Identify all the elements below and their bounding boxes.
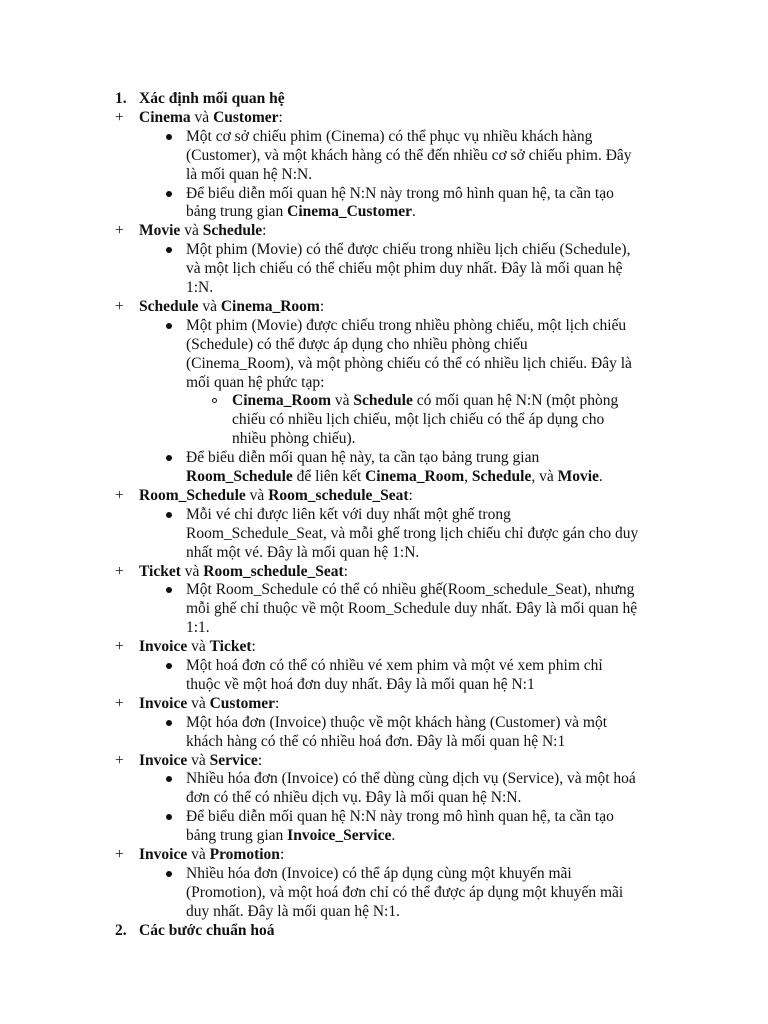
bullet-disc-icon xyxy=(166,191,172,197)
bold-text: Schedule xyxy=(202,222,263,240)
text-line xyxy=(139,89,285,108)
bold-text: Ticket xyxy=(139,562,181,580)
bullet-disc-icon xyxy=(166,776,172,782)
text-span: : xyxy=(319,297,325,315)
text-span: . xyxy=(412,203,416,221)
bold-text: Cinema xyxy=(139,108,191,126)
text-span: và xyxy=(180,562,204,580)
bullet-disc-icon xyxy=(166,871,172,877)
text-span: (Schedule) có thể được áp dụng cho nhiều phòng chiếu xyxy=(186,335,528,353)
text-span: và xyxy=(198,297,221,315)
text-span: và xyxy=(187,751,210,769)
bold-text: Ticket xyxy=(209,638,252,656)
bold-text: Customer xyxy=(209,694,276,712)
bold-text: Invoice xyxy=(139,751,188,769)
text-line xyxy=(139,694,279,713)
text-span: Để biểu diễn mối quan hệ N:N này trong mô hình quan hệ, ta cần tạo xyxy=(186,184,614,202)
text-span: là mối quan hệ N:N. xyxy=(186,165,313,183)
bold-text: Invoice xyxy=(139,846,188,863)
bold-text: Movie xyxy=(139,222,181,240)
text-span: khách hàng có thể có nhiều hoá đơn. Đây là mối quan hệ N:1 xyxy=(186,732,566,750)
text-line xyxy=(139,845,284,864)
text-line xyxy=(186,278,213,297)
bold-text: Invoice xyxy=(139,638,188,656)
bullet-disc-icon xyxy=(166,512,172,518)
bullet-disc-icon xyxy=(166,587,172,593)
text-line xyxy=(186,543,419,562)
text-span: (Promotion), và một hoá đơn chỉ có thể được áp dụng một khuyến mãi xyxy=(186,883,624,901)
text-line xyxy=(186,580,634,599)
text-span: : xyxy=(251,638,256,656)
text-span: thuộc về một hoá đơn duy nhất. Đây là mối quan hệ N:1 xyxy=(186,675,535,693)
text-span: chiếu có nhiều lịch chiếu, một lịch chiếu có thể áp dụng cho xyxy=(232,411,605,429)
text-span: (Cinema_Room), và một phòng chiếu có thể có nhiều lịch chiếu. Đây là xyxy=(186,354,632,372)
text-span: Một hoá đơn có thể có nhiều vé xem phim và một vé xem phim chỉ xyxy=(186,657,603,674)
text-line xyxy=(186,656,603,675)
text-line xyxy=(186,240,630,259)
text-span: Nhiều hóa đơn (Invoice) có thể áp dụng cùng một khuyến mãi xyxy=(186,864,572,882)
bullet-disc-icon xyxy=(166,247,172,253)
text-span: : xyxy=(275,694,280,712)
text-span: : xyxy=(408,486,413,504)
text-line xyxy=(186,467,603,486)
text-span: : xyxy=(278,108,283,126)
text-line xyxy=(232,410,604,429)
bold-text: Invoice xyxy=(139,694,188,712)
text-span: Một phim (Movie) có thể được chiếu trong nhiều lịch chiếu (Schedule), xyxy=(186,241,631,259)
text-line xyxy=(186,448,539,467)
list-marker-plus: + xyxy=(115,562,124,580)
text-span: (Customer), và một khách hàng có thể đến nhiều cơ sở chiếu phim. Đây xyxy=(186,146,632,164)
text-line xyxy=(186,165,312,184)
text-line xyxy=(186,732,565,751)
text-span: : xyxy=(343,562,348,580)
text-span: Room_Schedule_Seat, và mỗi ghế trong lịch chiếu chỉ được gán cho duy xyxy=(186,524,639,542)
list-marker-plus: + xyxy=(115,222,124,240)
bold-text: Các bước chuẩn hoá xyxy=(139,921,275,939)
text-line xyxy=(186,807,614,826)
text-span: duy nhất. Đây là mối quan hệ N:1. xyxy=(186,902,400,920)
bold-text: Room_Schedule xyxy=(139,486,246,504)
text-line xyxy=(186,769,636,788)
list-number: 1. xyxy=(115,90,127,107)
text-span: Mỗi vé chỉ được liên kết với duy nhất một ghế trong xyxy=(186,505,511,523)
text-line xyxy=(139,486,413,505)
text-line xyxy=(186,316,626,335)
list-marker-plus: + xyxy=(115,694,124,712)
text-span: bảng trung gian xyxy=(186,203,288,221)
text-line xyxy=(232,429,356,448)
text-line xyxy=(186,335,528,354)
text-line xyxy=(139,921,274,940)
text-span: . xyxy=(391,827,396,845)
text-span: đơn có thể có nhiều dịch vụ. Đây là mối quan hệ N:N. xyxy=(186,789,522,807)
bullet-circle-icon xyxy=(212,398,217,403)
text-span: : xyxy=(257,751,263,769)
text-line xyxy=(186,505,511,524)
text-span: , và xyxy=(531,468,558,485)
text-line xyxy=(186,864,572,883)
bold-text: Cinema_Room xyxy=(232,392,332,410)
bold-text: Invoice_Service xyxy=(287,827,392,845)
text-span: và xyxy=(180,222,203,240)
text-line xyxy=(139,221,266,240)
text-span: và xyxy=(190,108,214,126)
text-span: 1:N. xyxy=(186,279,214,296)
text-line xyxy=(186,259,622,278)
text-span: 1:1. xyxy=(186,619,210,637)
text-line xyxy=(186,354,632,373)
bold-text: Service xyxy=(209,751,258,769)
text-line xyxy=(186,675,535,694)
bullet-disc-icon xyxy=(166,814,172,820)
text-line xyxy=(139,108,283,127)
text-line xyxy=(186,826,395,845)
bold-text: Promotion xyxy=(209,846,280,863)
text-line xyxy=(139,751,262,770)
text-line xyxy=(186,788,521,807)
bold-text: Room_schedule_Seat xyxy=(203,562,344,580)
list-marker-plus: + xyxy=(115,638,124,656)
text-span: và xyxy=(187,638,210,656)
text-span: : xyxy=(279,846,285,863)
text-span: . xyxy=(598,468,603,485)
bold-text: Customer xyxy=(213,108,279,126)
text-span: Nhiều hóa đơn (Invoice) có thể dùng cùng dịch vụ (Service), và một hoá xyxy=(186,770,636,788)
text-line xyxy=(186,127,592,146)
text-line xyxy=(139,562,348,581)
text-span: và xyxy=(331,392,354,410)
bold-text: Cinema_Room xyxy=(220,297,320,315)
bold-text: Room_schedule_Seat xyxy=(268,486,409,504)
text-span: Một hóa đơn (Invoice) thuộc về một khách hàng (Customer) và một xyxy=(186,713,607,731)
text-span: Một phim (Movie) được chiếu trong nhiều phòng chiếu, một lịch chiếu xyxy=(186,316,627,334)
bold-text: Cinema_Customer xyxy=(287,203,413,221)
text-span: : xyxy=(262,222,267,240)
bullet-disc-icon xyxy=(166,134,172,140)
text-span: mối quan hệ phức tạp: xyxy=(186,373,325,391)
text-line xyxy=(186,202,416,221)
text-span: bảng trung gian xyxy=(186,827,288,845)
text-line xyxy=(186,524,638,543)
text-line xyxy=(139,637,256,656)
text-span: và xyxy=(187,694,210,712)
bold-text: Movie xyxy=(557,468,599,485)
text-line xyxy=(139,297,324,316)
text-span: và xyxy=(245,486,269,504)
list-marker-plus: + xyxy=(115,751,124,769)
text-span: Một Room_Schedule có thể có nhiều ghế(Room_schedule_Seat), nhưng xyxy=(186,581,635,599)
text-line xyxy=(186,902,400,921)
text-span: Một cơ sở chiếu phim (Cinema) có thể phục vụ nhiều khách hàng xyxy=(186,127,593,145)
text-span: , xyxy=(464,468,472,485)
list-marker-plus: + xyxy=(115,108,124,126)
list-marker-plus: + xyxy=(115,297,124,315)
text-line xyxy=(186,618,210,637)
list-number: 2. xyxy=(115,921,127,939)
bullet-disc-icon xyxy=(166,455,172,461)
list-marker-plus: + xyxy=(115,486,124,504)
text-line xyxy=(232,391,618,410)
bullet-disc-icon xyxy=(166,663,172,669)
text-span: và một lịch chiếu có thể chiếu một phim duy nhất. Đây là mối quan hệ xyxy=(186,260,623,278)
text-span: Để biểu diễn mối quan hệ này, ta cần tạo bảng trung gian xyxy=(186,449,540,467)
bold-text: Schedule xyxy=(353,392,413,410)
text-line xyxy=(186,883,623,902)
bold-text: Xác định mối quan hệ xyxy=(139,90,285,107)
text-line xyxy=(186,146,632,165)
bold-text: Cinema_Room xyxy=(365,468,465,485)
text-span: để liên kết xyxy=(292,468,366,485)
bold-text: Room_Schedule xyxy=(186,468,293,485)
text-span: và xyxy=(187,846,210,863)
bold-text: Schedule xyxy=(139,297,199,315)
text-span: có mối quan hệ N:N (một phòng xyxy=(412,392,619,410)
bullet-disc-icon xyxy=(166,323,172,329)
text-line xyxy=(186,373,324,392)
bullet-disc-icon xyxy=(166,720,172,726)
text-span: mỗi ghế chỉ thuộc về một Room_Schedule duy nhất. Đây là mối quan hệ xyxy=(186,600,638,618)
text-span: Để biểu diễn mối quan hệ N:N này trong mô hình quan hệ, ta cần tạo xyxy=(186,808,614,826)
list-marker-plus: + xyxy=(115,846,124,863)
text-line xyxy=(186,599,637,618)
text-span: nhất một vé. Đây là mối quan hệ 1:N. xyxy=(186,543,420,561)
bold-text: Schedule xyxy=(471,468,532,485)
text-line xyxy=(186,713,607,732)
text-line xyxy=(186,184,614,203)
text-span: nhiều phòng chiếu). xyxy=(232,430,356,448)
